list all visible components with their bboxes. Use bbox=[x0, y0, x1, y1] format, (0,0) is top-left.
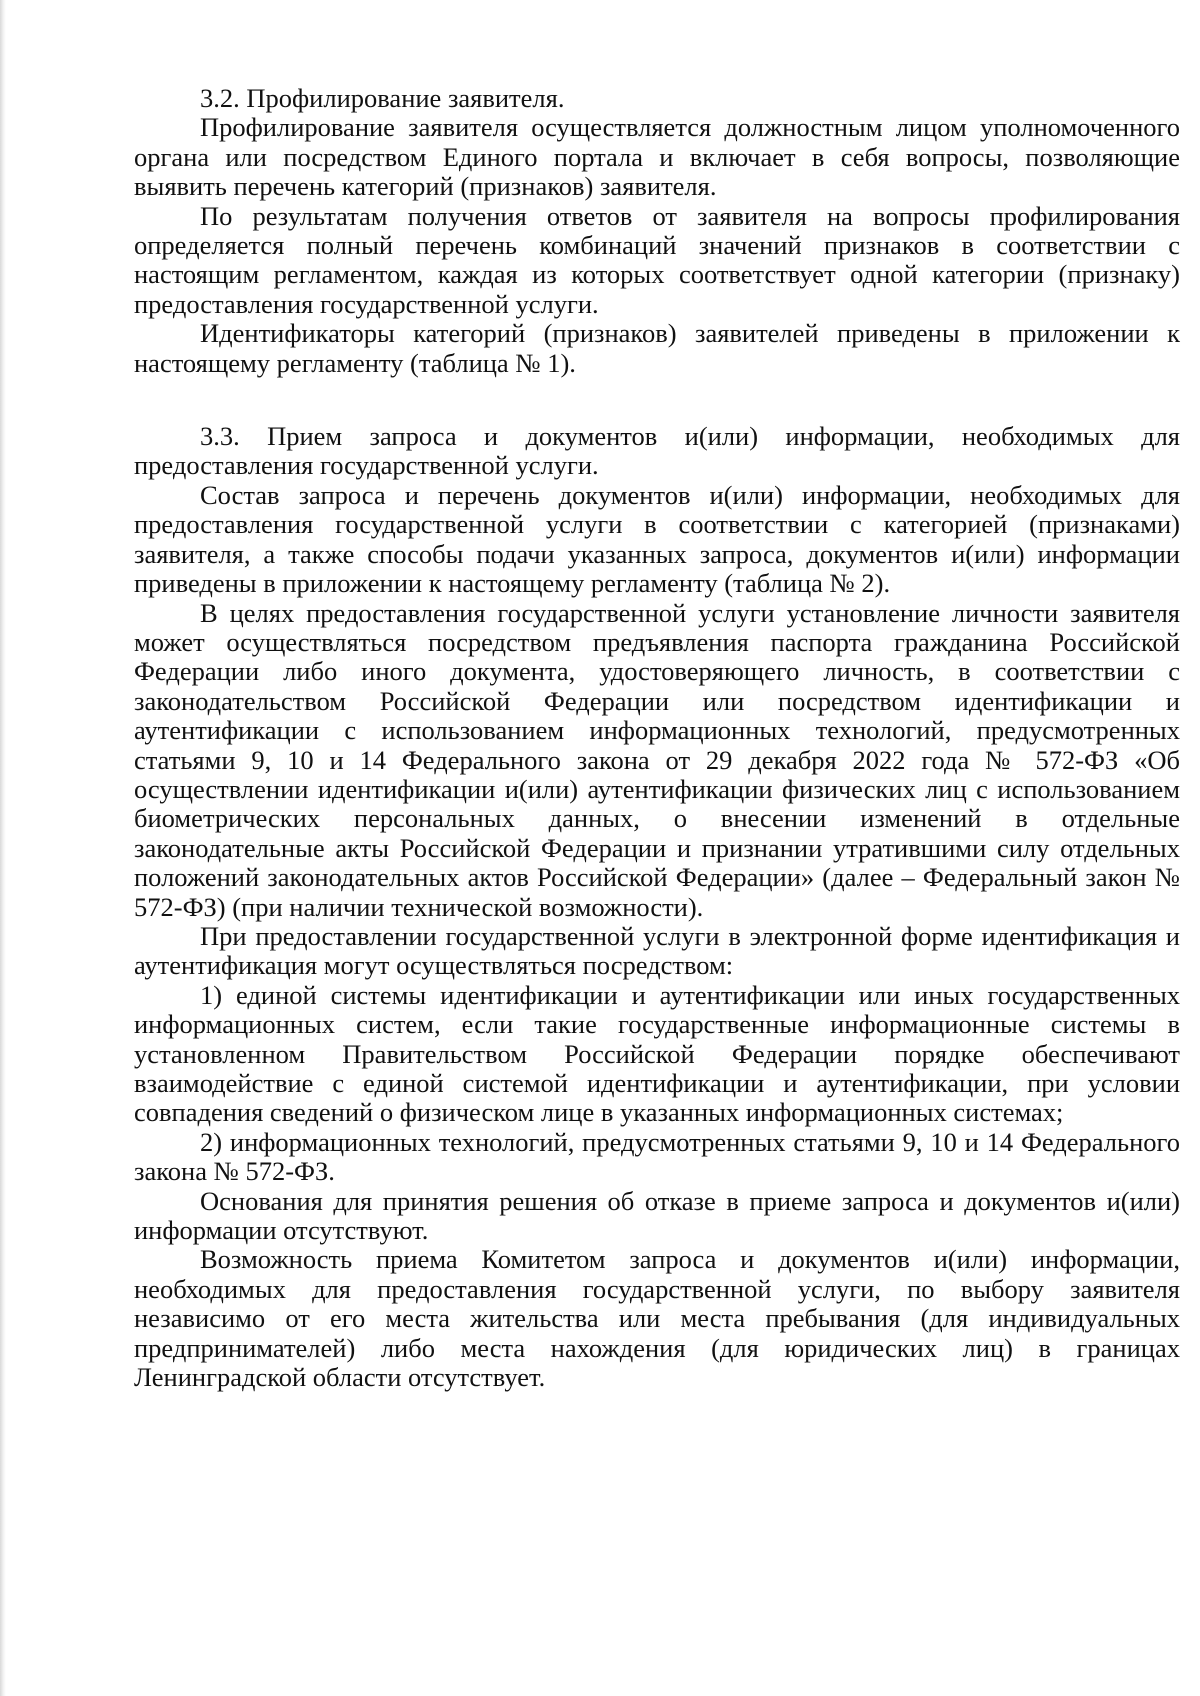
section-3-2-paragraph-1: Профилирование заявителя осуществляется должностным лицом уполномоченного органа или посредством Единого портала и включает в себя вопросы, позволяющие выявить перечень категорий (признаков) заявителя. bbox=[134, 112, 1180, 202]
section-3-3-paragraph-1: Состав запроса и перечень документов и(или) информации, необходимых для предоставления государственной услуги в соответствии с категорией (признаками) заявителя, а также способы подачи указанных запроса, документов и(или) информации приведены в приложении к настоящему регламенту (таблица № 2). bbox=[134, 479, 1180, 599]
section-3-3-list-item-1: 1) единой системы идентификации и аутентификации или иных государственных информационных систем, если такие государственные информационные системы в установленном Правительством Российской Федерации порядке обеспечивают взаимодействие с единой системой идентификации и аутентификации, при условии совпадения сведений о физическом лице в указанных информационных системах; bbox=[134, 979, 1180, 1128]
document-page bbox=[134, 84, 1180, 1392]
scan-edge bbox=[0, 0, 6, 1696]
section-3-2-paragraph-2: По результатам получения ответов от заявителя на вопросы профилирования определяется полный перечень комбинаций значений признаков в соответствии с настоящим регламентом, каждая из которых соответствует одной категории (признаку) предоставления государственной услуги. bbox=[134, 200, 1180, 319]
section-gap bbox=[134, 378, 1180, 422]
section-3-3-list-item-2: 2) информационных технологий, предусмотренных статьями 9, 10 и 14 Федерального закона № 572-ФЗ. bbox=[134, 1126, 1180, 1187]
section-3-3-paragraph-2: В целях предоставления государственной услуги установление личности заявителя может осуществляться посредством предъявления паспорта гражданина Российской Федерации либо иного документа, удостоверяющего личность, в соответствии с законодательством Российской Федерации или посредством идентификации и аутентификации с использованием информационных технологий, предусмотренных статьями 9, 10 и 14 Федерального закона от 29 декабря 2022 года № 572-ФЗ «Об осуществлении идентификации и(или) аутентификации физических лиц с использованием биометрических персональных данных, о внесении изменений в отдельные законодательные акты Российской Федерации и признании утратившими силу отдельных положений законодательных актов Российской Федерации» (далее – Федеральный закон № 572-ФЗ) (при наличии технической возможности). bbox=[134, 597, 1180, 922]
section-3-3-paragraph-3: При предоставлении государственной услуги в электронной форме идентификация и аутентификация могут осуществляться посредством: bbox=[134, 920, 1180, 981]
section-3-2-paragraph-3: Идентификаторы категорий (признаков) заявителей приведены в приложении к настоящему регламенту (таблица № 1). bbox=[134, 318, 1180, 378]
section-3-3-paragraph-5: Возможность приема Комитетом запроса и документов и(или) информации, необходимых для предоставления государственной услуги, по выбору заявителя независимо от его места жительства или места пребывания (для индивидуальных предпринимателей) либо места нахождения (для юридических лиц) в границах Ленинградской области отсутствует. bbox=[134, 1244, 1180, 1393]
section-3-2-heading: 3.2. Профилирование заявителя. bbox=[200, 83, 565, 113]
section-3-3-heading: 3.3. Прием запроса и документов и(или) информации, необходимых для предоставления государственной услуги. bbox=[134, 421, 1180, 481]
section-3-3-paragraph-4: Основания для принятия решения об отказе в приеме запроса и документов и(или) информации отсутствуют. bbox=[134, 1185, 1180, 1246]
